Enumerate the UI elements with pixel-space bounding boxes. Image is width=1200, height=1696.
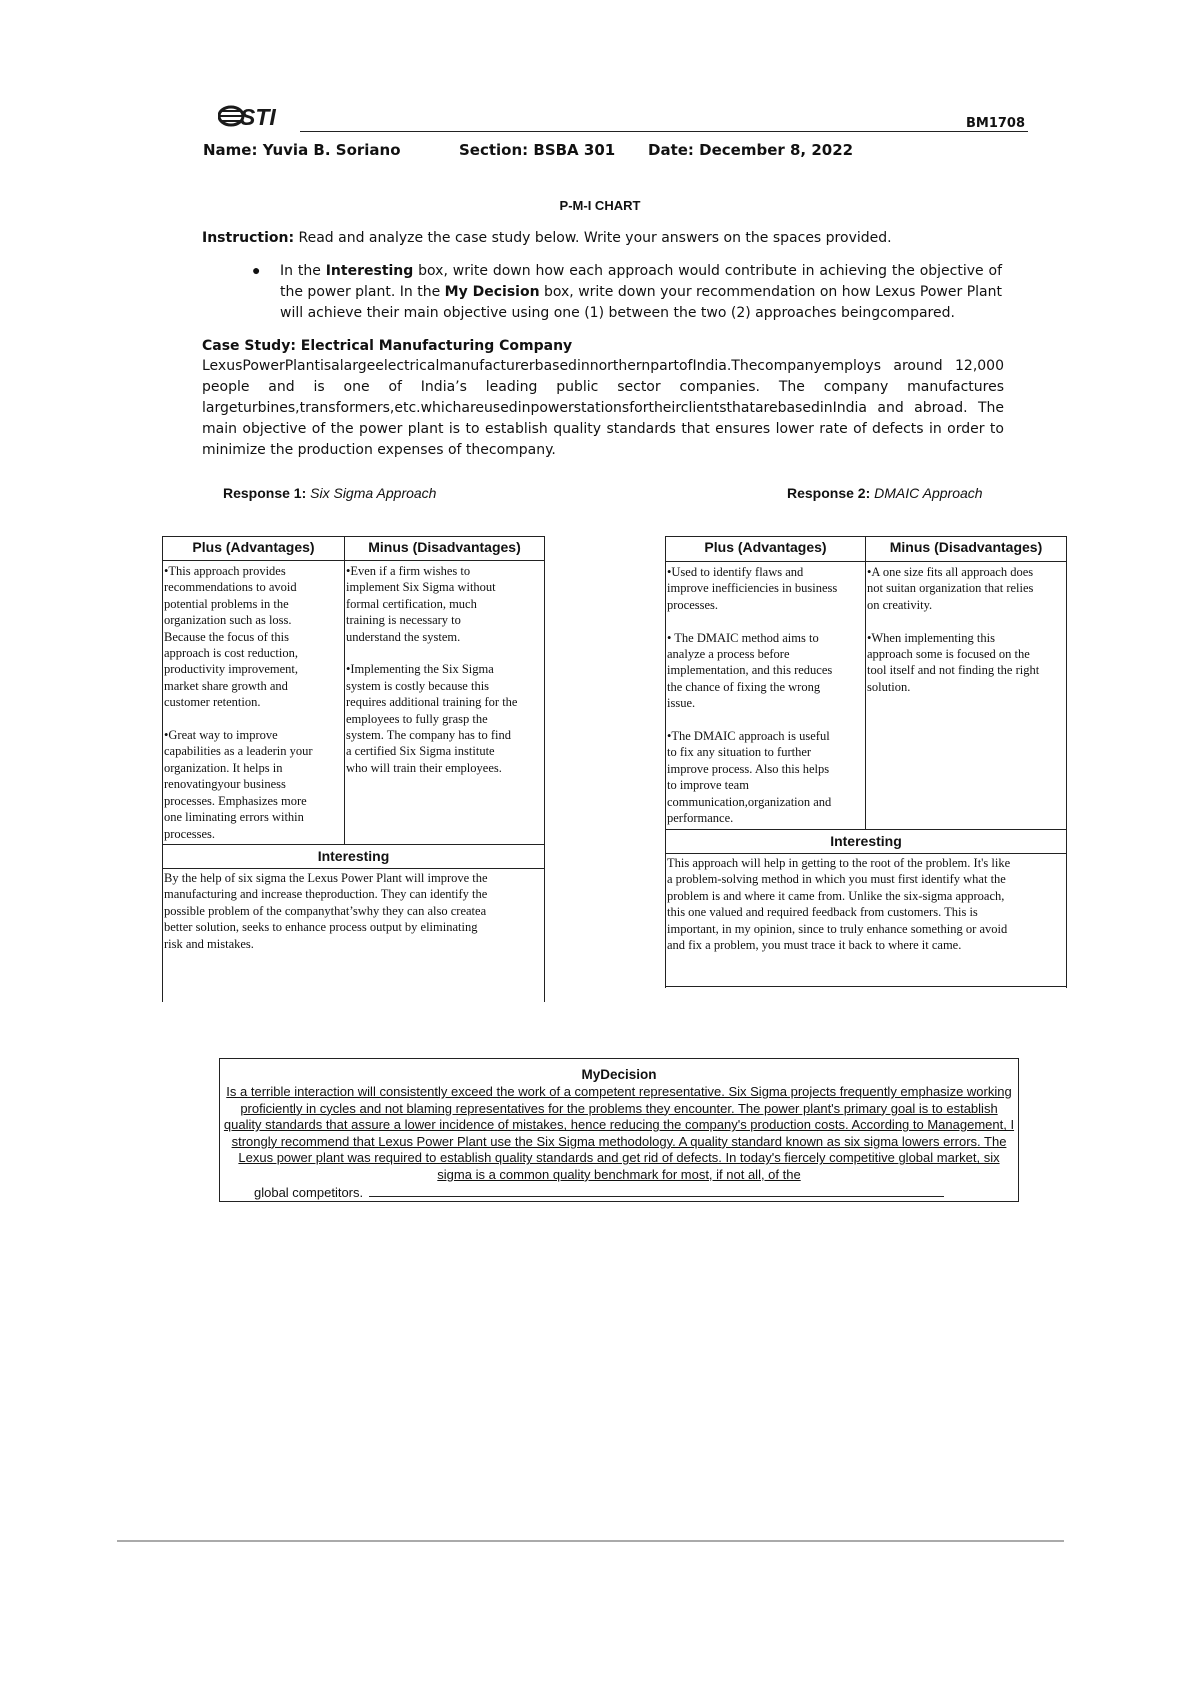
instruction-label: Instruction: bbox=[202, 230, 295, 246]
minus-text: •Even if a firm wishes to implement Six Sigma without formal certification, much training is necessary to understand the system. •Implementing the Six Sigma system is costly because this requires additional training for the employees to fully grasp the system. The company has to find a certified Six Sigma institute who will train their employees. bbox=[346, 564, 518, 775]
interesting-text: This approach will help in getting to the root of the problem. It's like a problem-solving method in which you must first identify what the problem is and where it came from. Unlike the six-sigma approach, this one valued and required feedback from customers. This is important, in my opinion, since to truly enhance something or avoid and fix a problem, you must trace it back to where it came. bbox=[667, 856, 1011, 953]
response-2-prefix: Response 2: bbox=[787, 485, 871, 501]
bullet-text-part: box, write down your recommendation on how Lexus Power Plant will achieve their main objective using one (1) between the two (2) approaches beingcompared. bbox=[280, 284, 1002, 321]
answer-blank-line bbox=[369, 1184, 944, 1197]
minus-header: Minus (Disadvantages) bbox=[866, 537, 1066, 562]
my-decision-tail-text: global competitors. bbox=[254, 1185, 364, 1200]
interesting-text: By the help of six sigma the Lexus Power Plant will improve the manufacturing and increase theproduction. They can identify the possible problem of the companythat’swhy they can also createa better solution, seeks to enhance process output by eliminating risk and mistakes. bbox=[164, 871, 488, 951]
pmi-table-dmaic bbox=[665, 536, 1067, 988]
section-label: Section: BSBA 301 bbox=[459, 141, 616, 159]
sti-logo bbox=[218, 103, 298, 129]
minus-header: Minus (Disadvantages) bbox=[345, 537, 544, 561]
my-decision-text: Is a terrible interaction will consistently exceed the work of a competent representative. Six Sigma projects frequently emphasize working proficiently in cycles and not blaming representatives for the problems they encounter. The power plant's primary goal is to establish quality standards that assure a lower incidence of mistakes, hence reducing the company's production costs. According to Management, I strongly recommend that Lexus Power Plant use the Six Sigma methodology. A quality standard known as six sigma lowers errors. The Lexus power plant was required to establish quality standards and get rid of defects. In today's fiercely competitive global market, six sigma is a common quality benchmark for most, if not all, of the bbox=[223, 1084, 1015, 1182]
table-border-right bbox=[1066, 536, 1067, 988]
case-study-body: LexusPowerPlantisalargeelectricalmanufacturerbasedinnorthernpartofIndia.Thecompanyemploys around 12,000 people and is one of India’s leading public sector companies. The company manufactures largeturbines,transformers,etc.whichareusedinpowerstationsfortheirclientsthatarebasedinIndia and abroad. The main objective of the power plant is to establish quality standards that ensures lower rate of defects in order to minimize the production expenses of thecompany. bbox=[202, 358, 1004, 458]
plus-text: •Used to identify flaws and improve inefficiencies in business processes. • The DMAIC method aims to analyze a process before implementation, and this reduces the chance of fixing the wrong issue. •The DMAIC approach is useful to fix any situation to further improve process. Also this helps to improve team communication,organization and performance. bbox=[667, 565, 838, 826]
instruction-bullet bbox=[280, 261, 1002, 324]
response-2-label bbox=[787, 485, 983, 501]
bullet-text-part: box, write down how each approach would contribute in achieving the objective of the power plant. In the bbox=[280, 263, 1002, 300]
plus-header: Plus (Advantages) bbox=[163, 537, 344, 561]
response-2-approach: DMAIC Approach bbox=[874, 485, 983, 501]
my-decision-tail bbox=[254, 1184, 944, 1200]
bullet-text-part: In the bbox=[280, 263, 326, 279]
plus-text: •This approach provides recommendations to avoid potential problems in the organization such as loss. Because the focus of this approach is cost reduction, productivity improvement, market share growth and customer retention. •Great way to improve capabilities as a leaderin your organization. It helps in renovatingyour business processes. Emphasizes more one liminating errors within processes. bbox=[164, 564, 313, 841]
student-name: Name: Yuvia B. Soriano bbox=[203, 141, 401, 159]
bullet-bold-my-decision: My Decision bbox=[444, 284, 540, 300]
table-border-bottom bbox=[665, 986, 1067, 987]
my-decision-box bbox=[219, 1058, 1019, 1202]
date-label: Date: December 8, 2022 bbox=[648, 141, 854, 159]
interesting-header: Interesting bbox=[666, 829, 1066, 854]
instruction-text: Read and analyze the case study below. Write your answers on the spaces provided. bbox=[294, 230, 892, 246]
minus-text: •A one size fits all approach does not suitan organization that relies on creativity. •When implementing this approach some is focused on the tool itself and not finding the right solution. bbox=[867, 565, 1040, 694]
bullet-bold-interesting: Interesting bbox=[325, 263, 414, 279]
my-decision-title: MyDecision bbox=[581, 1067, 657, 1082]
response-1-prefix: Response 1: bbox=[223, 485, 307, 501]
interesting-header: Interesting bbox=[163, 844, 544, 869]
header-rule bbox=[300, 131, 1028, 132]
response-1-label bbox=[223, 485, 436, 501]
table-border-right bbox=[544, 536, 545, 1002]
bullet-icon: ● bbox=[252, 262, 261, 278]
instruction bbox=[202, 228, 1002, 249]
document-code: BM1708 bbox=[966, 116, 1026, 131]
response-1-approach: Six Sigma Approach bbox=[310, 485, 437, 501]
pmi-table-six-sigma bbox=[162, 536, 545, 1002]
page-title: P-M-I CHART bbox=[559, 198, 641, 213]
footer-rule bbox=[117, 1540, 1064, 1542]
case-study-title: Case Study: Electrical Manufacturing Company bbox=[202, 338, 573, 354]
plus-header: Plus (Advantages) bbox=[666, 537, 865, 562]
logo-text: STI bbox=[240, 104, 276, 129]
